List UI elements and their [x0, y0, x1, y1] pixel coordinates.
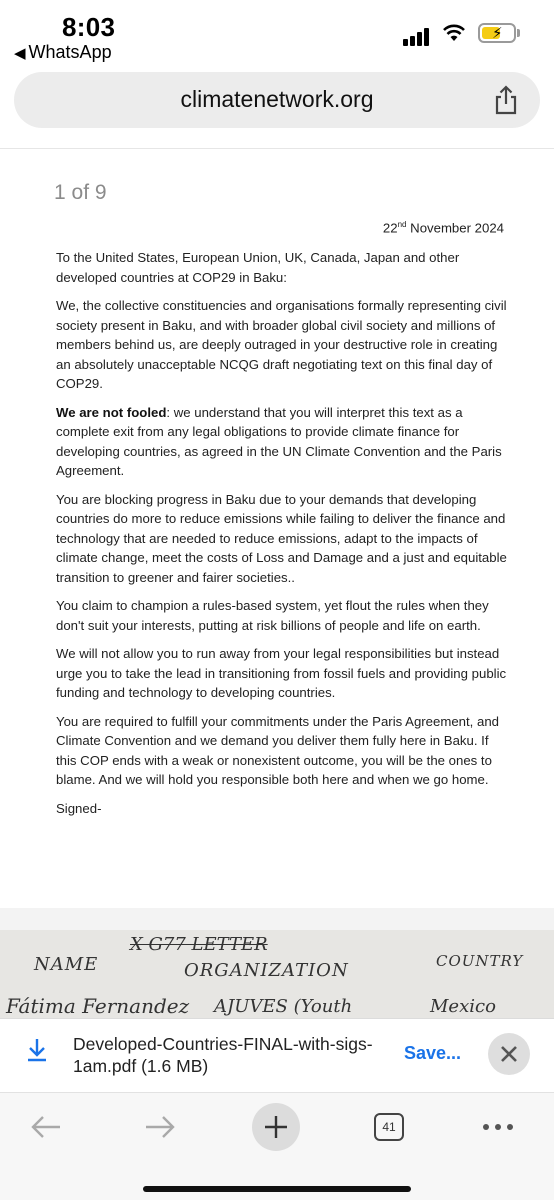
forward-arrow-icon[interactable]: [140, 1107, 180, 1147]
home-indicator: [143, 1186, 411, 1192]
clock: 8:03: [62, 12, 116, 42]
charging-bolt-icon: ⚡: [492, 25, 503, 42]
status-bar: [0, 0, 554, 70]
signed-label: Signed-: [56, 800, 102, 816]
close-icon: [500, 1045, 518, 1063]
new-tab-button[interactable]: [252, 1103, 300, 1151]
salutation: To the United States, European Union, UK, Canada, Japan and other developed countries at COP29 in Baku:: [56, 250, 460, 285]
signature-page-preview: [0, 930, 554, 1025]
back-arrow-icon[interactable]: [26, 1107, 66, 1147]
letter-body: [56, 248, 512, 827]
share-icon[interactable]: [492, 84, 520, 116]
paragraph: We will not allow you to run away from your legal responsibilities but instead urge you to take the lead in transitioning from fossil fuels and providing public funding and technology to developing countries.: [56, 646, 507, 700]
download-icon: [26, 1037, 48, 1063]
back-chevron-icon: ◀: [14, 45, 26, 62]
url-text[interactable]: climatenetwork.org: [180, 86, 374, 112]
paragraph: We are not fooled: we understand that you will interpret this text as a complete exit from any legal obligations to provide climate finance for developing countries, as agreed in the UN Climate Convention and the Paris Agreement.: [56, 404, 502, 478]
close-download-button[interactable]: [488, 1033, 530, 1075]
page-divider: [0, 908, 554, 930]
save-button[interactable]: Save...: [404, 1043, 462, 1063]
back-to-app-link[interactable]: [14, 42, 112, 63]
more-options-icon[interactable]: [480, 1107, 516, 1147]
handwritten-country-header: COUNTRY: [436, 952, 524, 970]
handwritten-name-header: NAME: [34, 954, 99, 975]
tab-switcher-button[interactable]: 41: [374, 1113, 404, 1141]
paragraph: You are blocking progress in Baku due to your demands that developing countries do more to reduce emissions while failing to deliver the finance and technology that are needed to reduce emissions, adapt to the impacts of climate change, meet the costs of Loss and Damage and a just and equitable transition to greener and fairer societies..: [56, 491, 507, 585]
download-banner: [0, 1018, 554, 1092]
cellular-signal-icon: [403, 26, 433, 46]
handwritten-struck-title: X G77 LETTER: [130, 934, 268, 955]
wifi-icon: [442, 23, 466, 43]
page-counter: 1 of 9: [54, 181, 107, 204]
paragraph: You claim to champion a rules-based system, yet flout the rules when they don't suit your interests, putting at risk billions of people and life on earth.: [56, 598, 489, 633]
letter-date: 22nd November 2024: [382, 220, 504, 236]
paragraph: We, the collective constituencies and organisations formally representing civil society present in Baku, and with broader global civil society and millions of members behind us, are deeply outraged in your destructive role in creating an absolutely unacceptable NCQG draft negotiating text on this final day of COP29.: [56, 298, 507, 391]
browser-toolbar: [0, 1092, 554, 1200]
plus-icon: [252, 1103, 300, 1151]
handwritten-organization-header: ORGANIZATION: [184, 960, 349, 981]
battery-icon: [478, 23, 516, 43]
handwritten-signer-country: Mexico: [430, 996, 496, 1017]
handwritten-signer-name: Fátima Fernandez: [6, 994, 190, 1018]
pdf-page: [0, 148, 554, 908]
download-filename: Developed-Countries-FINAL-with-sigs-1am.pdf (1.6 MB): [73, 1034, 373, 1076]
handwritten-signer-org: AJUVES (Youth: [214, 996, 353, 1017]
address-bar[interactable]: [14, 72, 540, 128]
paragraph: You are required to fulfill your commitments under the Paris Agreement, and Climate Convention and we demand you deliver them fully here in Baku. If this COP ends with a weak or nonexistent outcome, you will be the ones to blame. And we will hold you responsible both here and when we go home.: [56, 713, 499, 787]
back-app-label: WhatsApp: [28, 42, 112, 62]
